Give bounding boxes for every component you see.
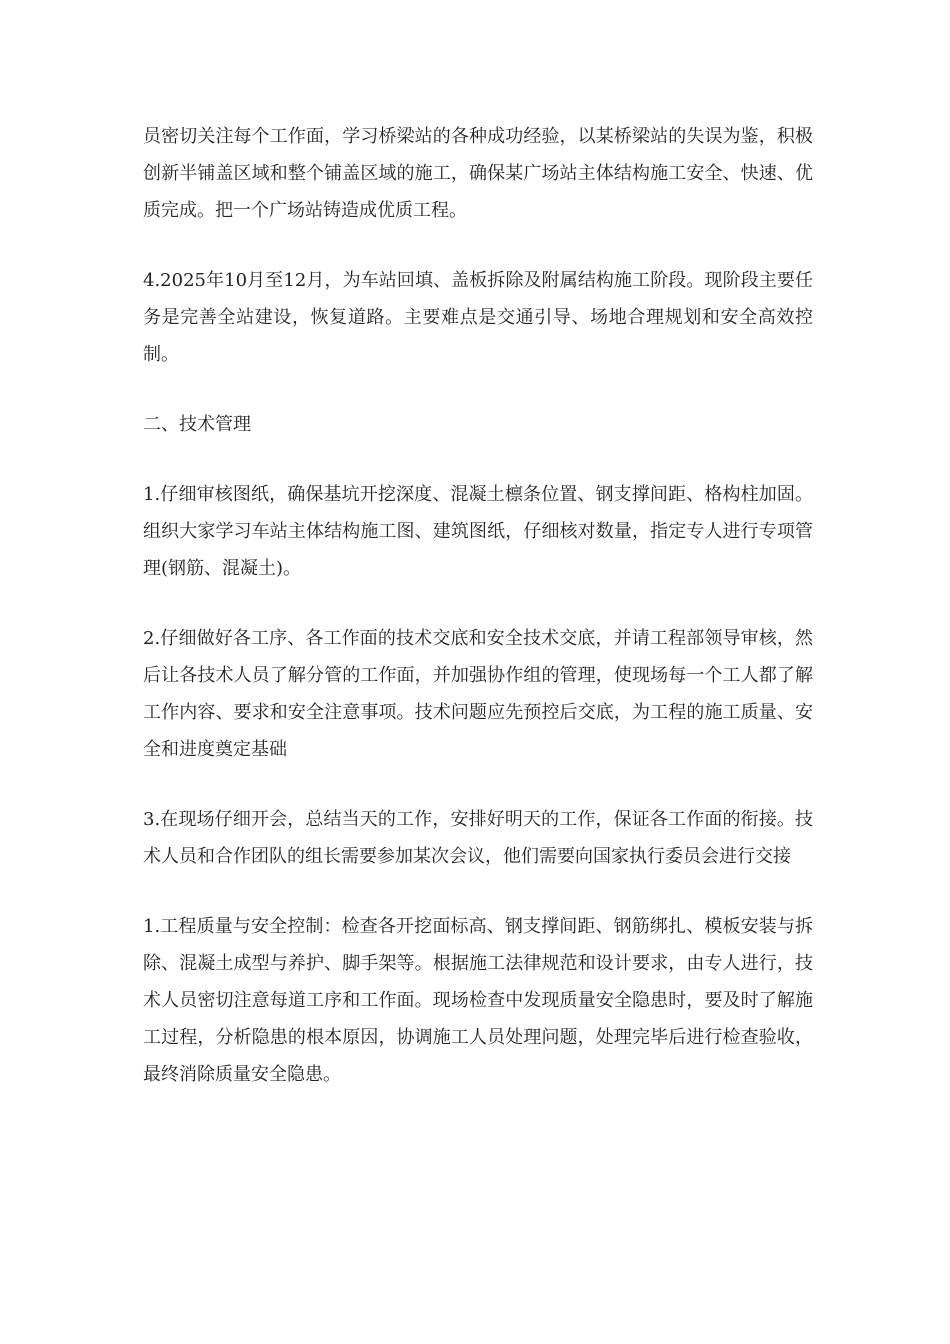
paragraph-tech-3: 3.在现场仔细开会，总结当天的工作，安排好明天的工作，保证各工作面的衔接。技术人员和合作团队的组长需要参加某次会议，他们需要向国家执行委员会进行交接 <box>143 809 813 867</box>
paragraph-tech-2: 2.仔细做好各工序、各工作面的技术交底和安全技术交底，并请工程部领导审核，然后让各技术人员了解分管的工作面，并加强协作组的管理，使现场每一个工人都了解工作内容、要求和安全注意事项。技术问题应先预控后交底，为工程的施工质量、安全和进度奠定基础 <box>143 628 813 760</box>
document-body <box>143 118 813 1126</box>
section-heading-tech-management: 二、技术管理 <box>143 414 251 435</box>
paragraph-continuation: 员密切关注每个工作面，学习桥梁站的各种成功经验，以某桥梁站的失误为鉴，积极创新半铺盖区域和整个铺盖区域的施工，确保某广场站主体结构施工安全、快速、优质完成。把一个广场站铸造成优质工程。 <box>143 126 813 221</box>
paragraph-quality-safety: 1.工程质量与安全控制：检查各开挖面标高、钢支撑间距、钢筋绑扎、模板安装与拆除、混凝土成型与养护、脚手架等。根据施工法律规范和设计要求，由专人进行，技术人员密切注意每道工序和工作面。现场检查中发现质量安全隐患时，要及时了解施工过程，分析隐患的根本原因，协调施工人员处理问题，处理完毕后进行检查验收，最终消除质量安全隐患。 <box>143 916 813 1085</box>
paragraph-phase-4: 4.2025年10月至12月，为车站回填、盖板拆除及附属结构施工阶段。现阶段主要任务是完善全站建设，恢复道路。主要难点是交通引导、场地合理规划和安全高效控制。 <box>143 270 813 365</box>
paragraph-tech-1: 1.仔细审核图纸，确保基坑开挖深度、混凝土檩条位置、钢支撑间距、格构柱加固。组织大家学习车站主体结构施工图、建筑图纸，仔细核对数量，指定专人进行专项管理(钢筋、混凝土)。 <box>143 484 813 579</box>
